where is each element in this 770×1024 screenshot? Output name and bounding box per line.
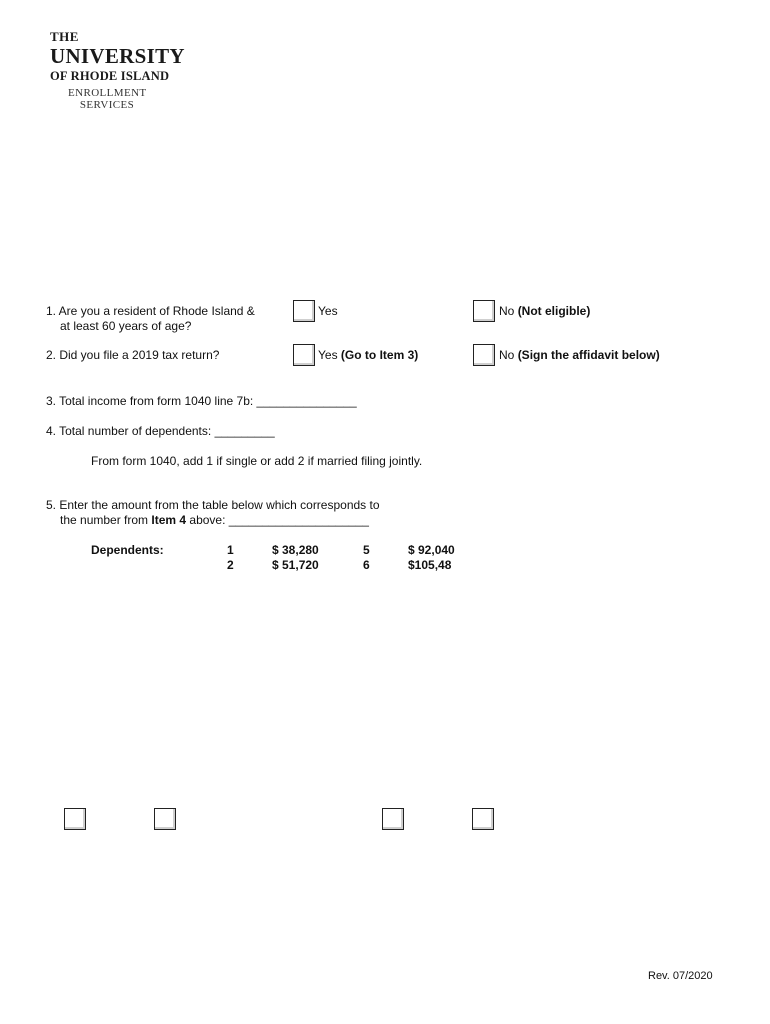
dependents-label: Dependents: [91, 543, 164, 557]
logo-enrollment-services [68, 87, 146, 111]
q1-yes-label: Yes [318, 304, 338, 318]
bottom-checkbox-3[interactable] [382, 808, 404, 830]
q5-line2-bold: Item 4 [151, 513, 187, 527]
q2-no-note: (Sign the affidavit below) [517, 348, 660, 362]
q2-no-checkbox[interactable] [473, 344, 495, 366]
q1-no-text: No [499, 304, 515, 318]
logo-line-the: THE [50, 29, 79, 44]
logo-line-university: UNIVERSITY [50, 44, 185, 68]
revision-date: Rev. 07/2020 [648, 970, 713, 982]
university-logo [50, 29, 185, 111]
q1-no-label [499, 304, 590, 319]
q2-no-label [499, 348, 660, 363]
table-row2-n2: 6 [363, 558, 370, 572]
q2-text: 2. Did you file a 2019 tax return? [46, 348, 220, 362]
q5-line1: 5. Enter the amount from the table below which corresponds to [46, 498, 380, 512]
table-row1-n2: 5 [363, 543, 370, 557]
logo-line-enrollment: ENROLLMENT [68, 87, 147, 99]
q2-yes-text: Yes [318, 348, 338, 362]
logo-line-of-rhode-island: OF RHODE ISLAND [50, 69, 170, 83]
q5-line2-pre: the number from [60, 513, 152, 527]
bottom-checkbox-1[interactable] [64, 808, 86, 830]
bottom-checkbox-2[interactable] [154, 808, 176, 830]
q1-no-note: (Not eligible) [517, 304, 591, 318]
table-row1-a1: $ 38,280 [272, 543, 319, 557]
q1-line1: 1. Are you a resident of Rhode Island & [46, 304, 255, 318]
q4-note: From form 1040, add 1 if single or add 2 if married filing jointly. [91, 454, 423, 468]
q2-yes-label [318, 348, 418, 363]
logo-line-services: SERVICES [79, 99, 135, 111]
q2-no-text: No [499, 348, 515, 362]
bottom-checkbox-4[interactable] [472, 808, 494, 830]
q5-line2-post: above: _____________________ [186, 513, 369, 527]
table-row2-a1: $ 51,720 [272, 558, 319, 572]
q1-line2: at least 60 years of age? [60, 319, 192, 333]
table-row2-n1: 2 [227, 558, 234, 572]
q2-yes-note: (Go to Item 3) [340, 348, 419, 362]
table-row2-a2: $105,48 [408, 558, 452, 572]
q2-yes-checkbox[interactable] [293, 344, 315, 366]
q4-dependents[interactable]: 4. Total number of dependents: _________ [46, 424, 275, 438]
table-row1-n1: 1 [227, 543, 234, 557]
q1-no-checkbox[interactable] [473, 300, 495, 322]
q5-line2[interactable] [60, 513, 369, 528]
table-row1-a2: $ 92,040 [408, 543, 455, 557]
q3-total-income[interactable]: 3. Total income from form 1040 line 7b: _______________ [46, 394, 357, 408]
q1-yes-checkbox[interactable] [293, 300, 315, 322]
